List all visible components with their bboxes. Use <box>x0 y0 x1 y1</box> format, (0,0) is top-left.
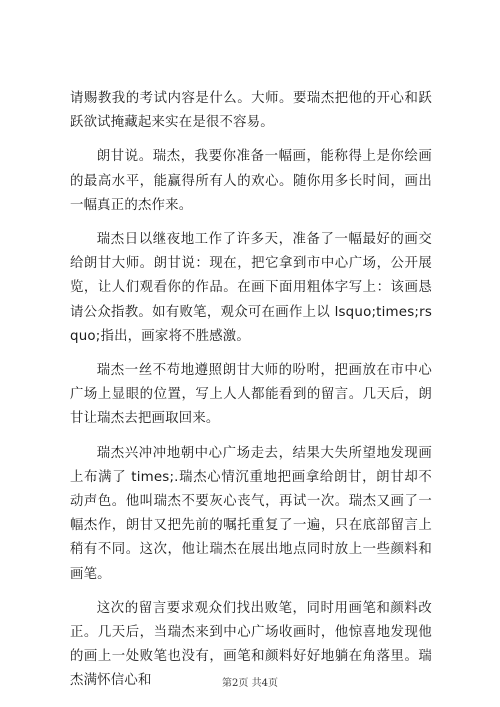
paragraph-5: 瑞杰兴冲冲地朝中心广场走去，结果大失所望地发现画上布满了 times;.瑞杰心情沉重地把画拿给朗甘，朗甘却不动声色。他叫瑞杰不要灰心丧气，再试一次。瑞杰又画了一幅杰作，朗甘又把先前的嘱托重复了一遍，只在底部留言上稍有不同。这次，他让瑞杰在展出地点同时放上一些颜料和画笔。 <box>70 445 432 582</box>
paragraph-4: 瑞杰一丝不苟地遵照朗甘大师的吩咐，把画放在市中心广场上显眼的位置，写上人人都能看到的留言。几天后，朗甘让瑞杰去把画取回来。 <box>70 363 432 427</box>
document-body <box>70 87 432 704</box>
paragraph-6: 这次的留言要求观众们找出败笔，同时用画笔和颜料改正。几天后，当瑞杰来到中心广场收画时，他惊喜地发现他的画上一处败笔也没有，画笔和颜料好好地躺在角落里。瑞杰满怀信心和 <box>70 600 432 689</box>
page-number-footer: 第2页 共4页 <box>222 678 278 689</box>
paragraph-2: 朗甘说。瑞杰，我要你准备一幅画，能称得上是你绘画的最高水平，能赢得所有人的欢心。随你用多长时间，画出一幅真正的杰作来。 <box>70 149 432 213</box>
paragraph-3: 瑞杰日以继夜地工作了许多天，准备了一幅最好的画交给朗甘大师。朗甘说：现在，把它拿到市中心广场，公开展览，让人们观看你的作品。在画下面用粗体字写上：该画恳请公众指教。如有败笔，观众可在画作上以 lsquo;times;rsquo;指出，画家将不胜感激。 <box>70 232 432 344</box>
paragraph-1: 请赐教我的考试内容是什么。大师。要瑞杰把他的开心和跃跃欲试掩藏起来实在是很不容易。 <box>70 91 432 131</box>
